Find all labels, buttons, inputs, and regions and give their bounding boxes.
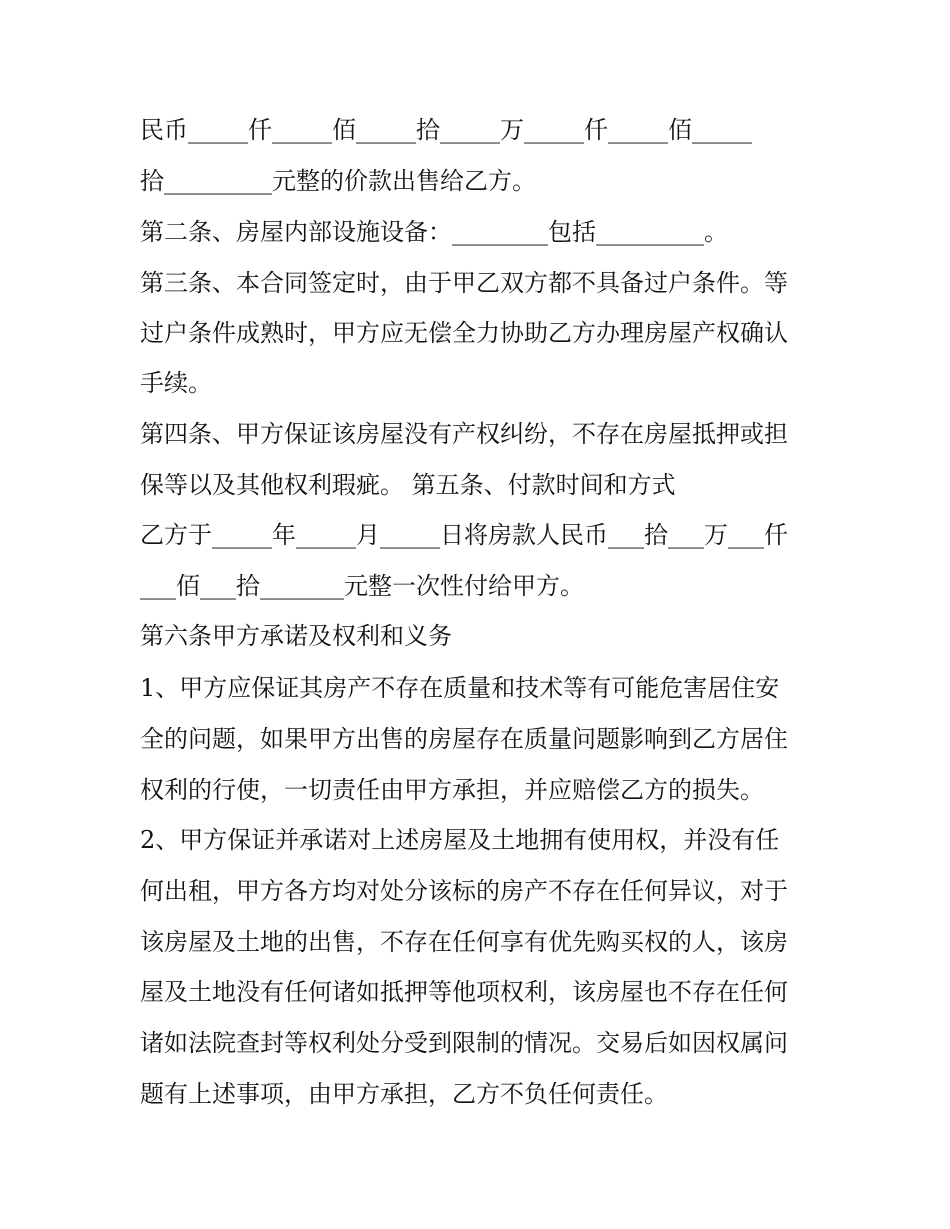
text-line: 何出租，甲方各方均对处分该标的房产不存在任何异议，对于: [140, 877, 788, 905]
text-line: 2、甲方保证并承诺对上述房屋及土地拥有使用权，并没有任: [140, 826, 780, 854]
text-line: 拾_________元整的价款出售给乙方。: [140, 167, 536, 195]
text-line: 手续。: [140, 369, 212, 397]
text-line: 屋及土地没有任何诸如抵押等他项权利，该房屋也不存在任何: [140, 978, 788, 1006]
text-line: 1、甲方应保证其房产不存在质量和技术等有可能危害居住安: [140, 674, 780, 702]
text-line: 全的问题，如果甲方出售的房屋存在质量问题影响到乙方居住: [140, 725, 788, 753]
text-line: 权利的行使，一切责任由甲方承担，并应赔偿乙方的损失。: [140, 776, 764, 804]
text-line: 题有上述事项，由甲方承担，乙方不负任何责任。: [140, 1080, 668, 1108]
text-line: ___佰___拾_______元整一次性付给甲方。: [140, 572, 584, 600]
text-line: 第四条、甲方保证该房屋没有产权纠纷，不存在房屋抵押或担: [140, 420, 788, 448]
text-line: 第二条、房屋内部设施设备：________包括_________。: [140, 218, 728, 246]
text-line: 过户条件成熟时，甲方应无偿全力协助乙方办理房屋产权确认: [140, 319, 788, 347]
text-line: 乙方于_____年_____月_____日将房款人民币___拾___万___仟: [140, 521, 788, 549]
text-line: 第三条、本合同签定时，由于甲乙双方都不具备过户条件。等: [140, 269, 788, 297]
text-line: 诸如法院查封等权利处分受到限制的情况。交易后如因权属问: [140, 1029, 788, 1057]
text-line: 该房屋及土地的出售，不存在任何享有优先购买权的人，该房: [140, 928, 788, 956]
text-line: 民币_____仟_____佰_____拾_____万_____仟_____佰_____: [140, 116, 752, 144]
section-heading: 第六条甲方承诺及权利和义务: [140, 622, 452, 650]
text-line: 保等以及其他权利瑕疵。 第五条、付款时间和方式: [140, 471, 676, 499]
